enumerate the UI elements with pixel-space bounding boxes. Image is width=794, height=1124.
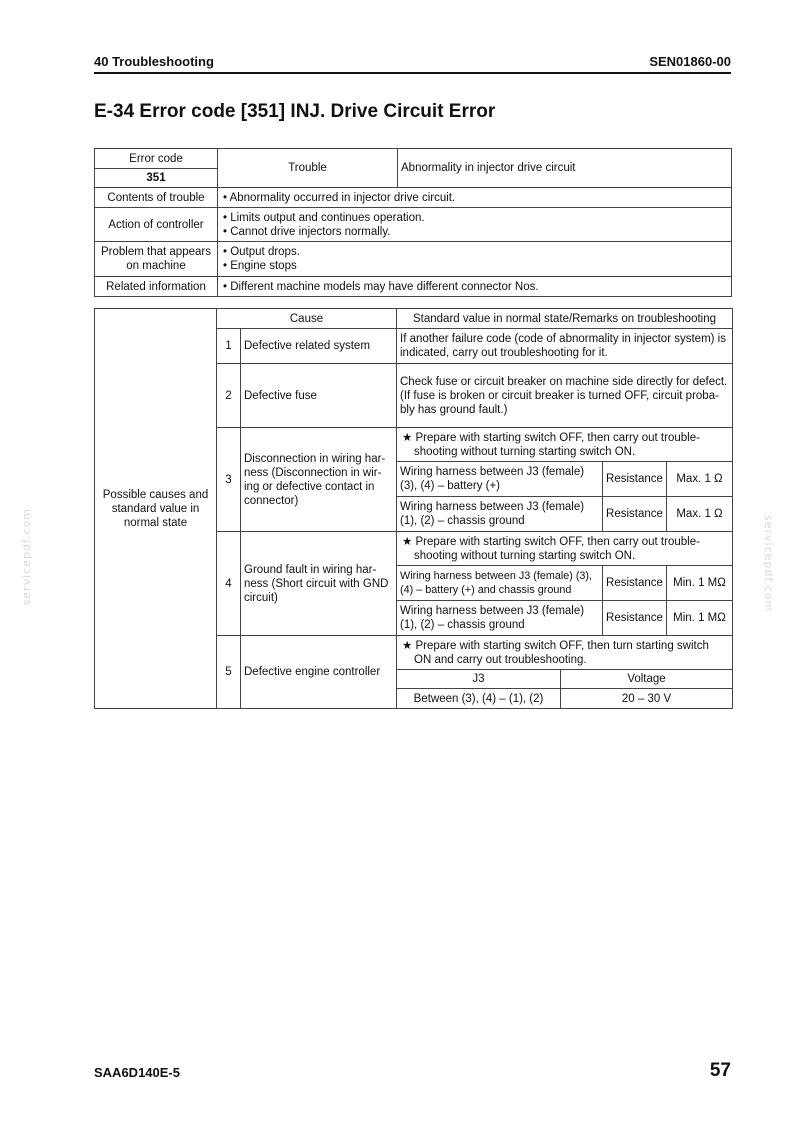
watermark-right: servicepdf.com <box>762 515 775 613</box>
page-header <box>94 52 731 74</box>
voltage-column-header: Voltage <box>561 670 733 689</box>
cause-remark: Check fuse or circuit breaker on machine side directly for defect. (If fuse is broken or circuit breaker is turned OFF, circuit proba-bly has ground fault.) <box>397 364 733 428</box>
star-note: ★ Prepare with starting switch OFF, then carry out trouble-shooting without turning starting switch ON. <box>402 431 700 458</box>
star-note: ★ Prepare with starting switch OFF, then turn starting switch ON and carry out troubleshooting. <box>402 639 709 666</box>
action-label: Action of controller <box>95 208 218 242</box>
cause-note <box>397 532 733 566</box>
check-item: Wiring harness between J3 (female) (3), (4) – battery (+) <box>397 462 603 497</box>
check-item: Wiring harness between J3 (female) (3), (4) – battery (+) and chassis ground <box>397 566 603 601</box>
cause-remark: If another failure code (code of abnormality in injector system) is indicated, carry out troubleshooting for it. <box>397 329 733 364</box>
problem-cell <box>218 242 732 277</box>
action-cell <box>218 208 732 242</box>
cause-number: 3 <box>217 428 241 532</box>
footer-model: SAA6D140E-5 <box>94 1065 180 1080</box>
possible-causes-label: Possible causes and standard value in normal state <box>95 309 217 709</box>
measure-value: 20 – 30 V <box>561 689 733 709</box>
standard-header: Standard value in normal state/Remarks on troubleshooting <box>397 309 733 329</box>
cause-note <box>397 428 733 462</box>
check-type: Resistance <box>603 566 667 601</box>
measure-point: Between (3), (4) – (1), (2) <box>397 689 561 709</box>
error-code-label: Error code <box>95 149 218 169</box>
contents-cell <box>218 188 732 208</box>
page-number: 57 <box>709 1060 731 1081</box>
problem-item: • Engine stops <box>223 260 297 272</box>
cause-number: 2 <box>217 364 241 428</box>
section-title: 40 Troubleshooting <box>94 54 214 69</box>
check-value: Max. 1 Ω <box>667 462 733 497</box>
action-item: • Limits output and continues operation. <box>223 211 425 224</box>
document-code: SEN01860-00 <box>649 54 731 69</box>
cause-text: Defective engine controller <box>241 636 397 709</box>
contents-label: Contents of trouble <box>95 188 218 208</box>
trouble-value: Abnormality in injector drive circuit <box>398 149 732 188</box>
check-value: Max. 1 Ω <box>667 497 733 532</box>
check-value: Min. 1 MΩ <box>667 566 733 601</box>
related-cell <box>218 277 732 297</box>
cause-text: Defective fuse <box>241 364 397 428</box>
trouble-label: Trouble <box>218 149 398 188</box>
cause-header: Cause <box>217 309 397 329</box>
check-value: Min. 1 MΩ <box>667 601 733 636</box>
page-title: E-34 Error code [351] INJ. Drive Circuit Error <box>94 101 496 122</box>
cause-text: Defective related system <box>241 329 397 364</box>
cause-number: 5 <box>217 636 241 709</box>
contents-item: • Abnormality occurred in injector drive circuit. <box>223 191 456 204</box>
cause-text: Ground fault in wiring har-ness (Short circuit with GND circuit) <box>241 532 397 636</box>
related-label: Related information <box>95 277 218 297</box>
cause-number: 1 <box>217 329 241 364</box>
causes-table <box>94 308 733 709</box>
check-item: Wiring harness between J3 (female) (1), (2) – chassis ground <box>397 497 603 532</box>
error-code-value: 351 <box>95 169 218 188</box>
check-item: Wiring harness between J3 (female) (1), (2) – chassis ground <box>397 601 603 636</box>
check-type: Resistance <box>603 462 667 497</box>
star-note: ★ Prepare with starting switch OFF, then carry out trouble-shooting without turning starting switch ON. <box>402 535 700 562</box>
cause-number: 4 <box>217 532 241 636</box>
cause-text: Disconnection in wiring har-ness (Disconnection in wir-ing or defective contact in connector) <box>241 428 397 532</box>
problem-item: • Output drops. <box>223 246 300 258</box>
cause-note <box>397 636 733 670</box>
check-type: Resistance <box>603 497 667 532</box>
j3-column-header: J3 <box>397 670 561 689</box>
action-item: • Cannot drive injectors normally. <box>223 225 391 238</box>
watermark-left: servicepdf.com <box>20 508 33 606</box>
check-type: Resistance <box>603 601 667 636</box>
related-item: • Different machine models may have different connector Nos. <box>223 280 539 293</box>
problem-label: Problem that appears on machine <box>95 242 218 277</box>
error-info-table <box>94 148 732 297</box>
